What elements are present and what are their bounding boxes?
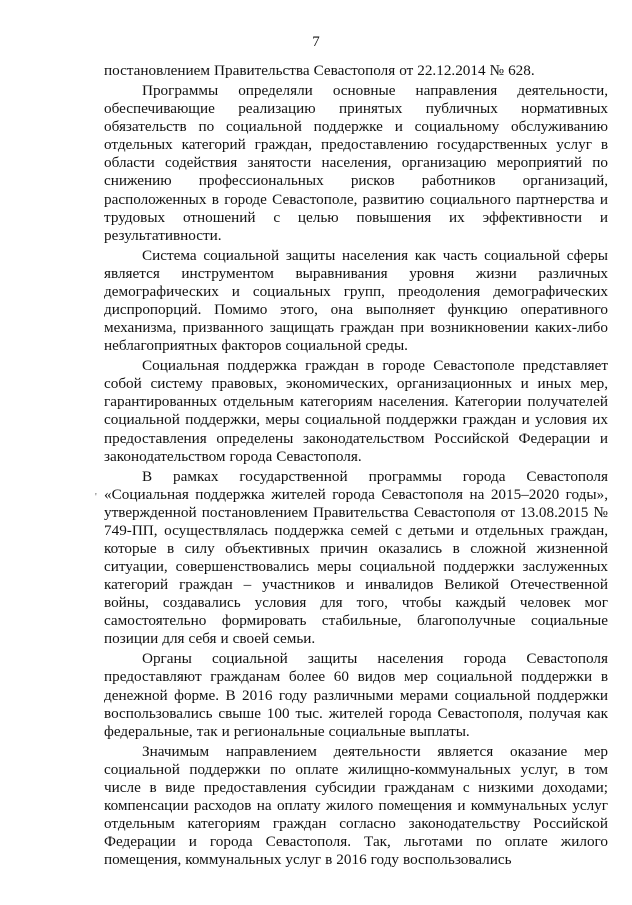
document-body <box>104 62 608 871</box>
paragraph-social-protection-bodies: Органы социальной защиты населения города Севастополя предоставляют гражданам более 60 видов мер социальной поддержки в денежной форме. В 2016 году различными мерами социальной поддержки воспользовались свыше 100 тыс. жителей города Севастополя, получая как федеральные, так и региональные социальные выплаты. <box>104 650 608 740</box>
paragraph-programs: Программы определяли основные направления деятельности, обеспечивающие реализацию принятых публичных нормативных обязательств по социальной поддержке и социальному обслуживанию отдельных категорий граждан, предоставлению государственных услуг в области содействия занятости населения, организацию мероприятий по снижению профессиональных рисков работников организаций, расположенных в городе Севастополе, развитию социального партнерства и трудовых отношений с целью повышения их эффективности и результативности. <box>104 82 608 244</box>
paragraph-housing-support: Значимым направлением деятельности является оказание мер социальной поддержки по оплате жилищно-коммунальных услуг, в том числе в виде предоставления субсидии гражданам с низкими доходами; компенсации расходов на оплату жилого помещения и коммунальных услуг отдельным категориям граждан согласно законодательству Российской Федерации и города Севастополя. Так, льготами по оплате жилого помещения, коммунальных услуг в 2016 году воспользовались <box>104 742 608 869</box>
scan-mark: ' <box>95 492 97 503</box>
page-number: 7 <box>312 34 320 50</box>
paragraph-social-support: Социальная поддержка граждан в городе Севастополе представляет собой систему правовых, экономических, организационных и иных мер, гарантированных отдельным категориям населения. Категории получателей социальной поддержки, меры социальной поддержки граждан и условия их предоставления определены законодательством Российской Федерации и законодательством города Севастополя. <box>104 357 608 465</box>
paragraph-social-protection-system: Система социальной защиты населения как часть социальной сферы является инструментом выравнивания уровня жизни различных демографических и социальных групп, преодоления демографических диспропорций. Помимо этого, она выполняет функцию оперативного механизма, призванного защищать граждан при возникновении каких-либо неблагоприятных факторов социальной среды. <box>104 246 608 355</box>
paragraph-continuation: постановлением Правительства Севастополя от 22.12.2014 № 628. <box>104 62 535 79</box>
paragraph-state-program: В рамках государственной программы города Севастополя «Социальная поддержка жителей города Севастополя на 2015–2020 годы», утвержденной постановлением Правительства Севастополя от 13.08.2015 № 749-ПП, осуществлялась поддержка семей с детьми и отдельных граждан, которые в силу объективных причин оказались в сложной жизненной ситуации, совершенствовались меры социальной поддержки заслуженных категорий граждан – участников и инвалидов Великой Отечественной войны, создавались условия для того, чтобы каждый человек мог самостоятельно формировать стабильные, благополучные социальные позиции для себя и своей семьи. <box>104 467 608 648</box>
